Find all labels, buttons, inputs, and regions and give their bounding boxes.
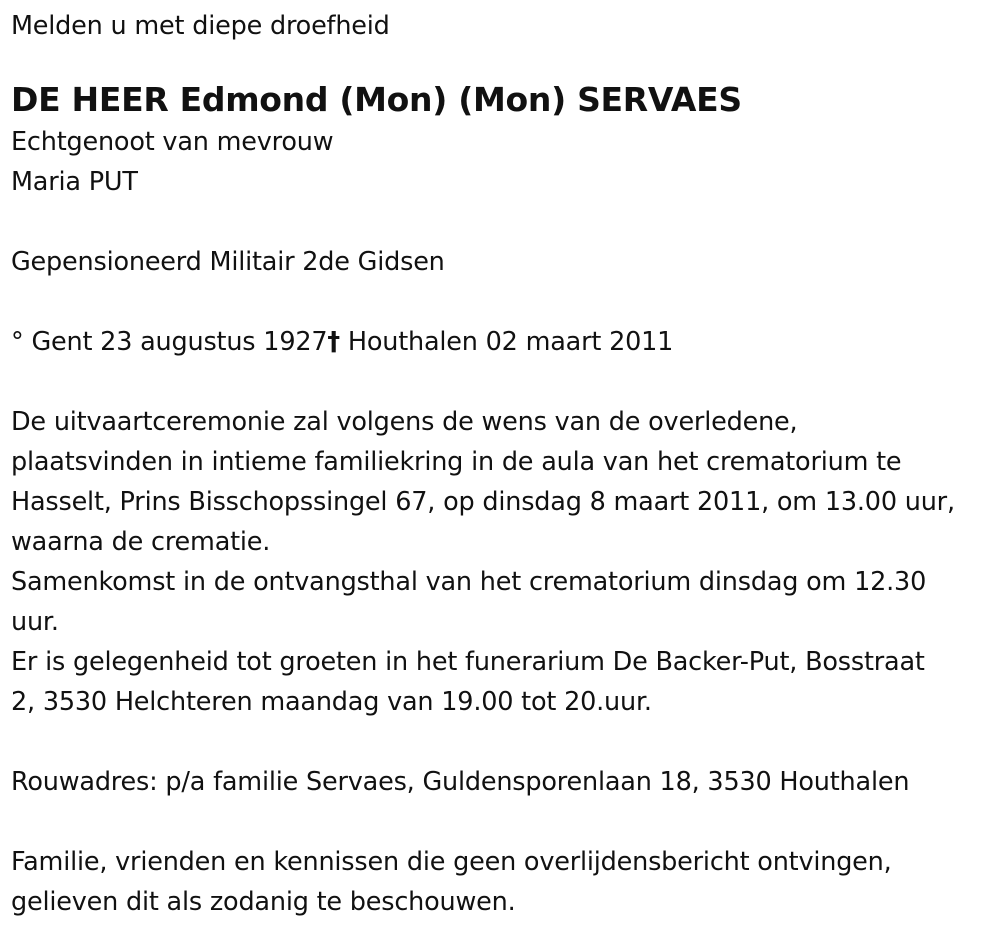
occupation: Gepensioneerd Militair 2de Gidsen <box>11 247 445 277</box>
spouse-line-1: Echtgenoot van mevrouw <box>11 127 334 157</box>
spacer <box>11 282 996 322</box>
closing-paragraph <box>11 842 996 922</box>
death-info: Houthalen 02 maart 2011 <box>339 327 674 357</box>
ceremony-paragraph <box>11 402 996 722</box>
ceremony-line: Er is gelegenheid tot groeten in het funerarium De Backer-Put, Bosstraat <box>11 647 925 677</box>
birth-info: ° Gent 23 augustus 1927 <box>11 327 328 357</box>
ceremony-line: De uitvaartceremonie zal volgens de wens van de overledene, <box>11 407 798 437</box>
closing-line: Familie, vrienden en kennissen die geen overlijdensbericht ontvingen, <box>11 847 892 877</box>
death-notice <box>11 6 996 922</box>
spacer <box>11 202 996 242</box>
ceremony-line: Samenkomst in de ontvangsthal van het crematorium dinsdag om 12.30 <box>11 567 927 597</box>
ceremony-line: plaatsvinden in intieme familiekring in de aula van het crematorium te <box>11 447 902 477</box>
spouse-line-2: Maria PUT <box>11 167 138 197</box>
birth-death-line <box>11 322 996 362</box>
ceremony-line: Hasselt, Prins Bisschopssingel 67, op dinsdag 8 maart 2011, om 13.00 uur, <box>11 487 955 517</box>
ceremony-line: uur. <box>11 607 59 637</box>
closing-line: gelieven dit als zodanig te beschouwen. <box>11 887 516 917</box>
mourning-address: Rouwadres: p/a familie Servaes, Guldensporenlaan 18, 3530 Houthalen <box>11 767 910 797</box>
spacer <box>11 722 996 762</box>
spacer <box>11 362 996 402</box>
deceased-name: DE HEER Edmond (Mon) (Mon) SERVAES <box>11 80 742 119</box>
spacer <box>11 802 996 842</box>
intro-text: Melden u met diepe droefheid <box>11 11 390 41</box>
ceremony-line: 2, 3530 Helchteren maandag van 19.00 tot 20.uur. <box>11 687 652 717</box>
ceremony-line: waarna de crematie. <box>11 527 271 557</box>
cross-icon: † <box>327 327 340 357</box>
